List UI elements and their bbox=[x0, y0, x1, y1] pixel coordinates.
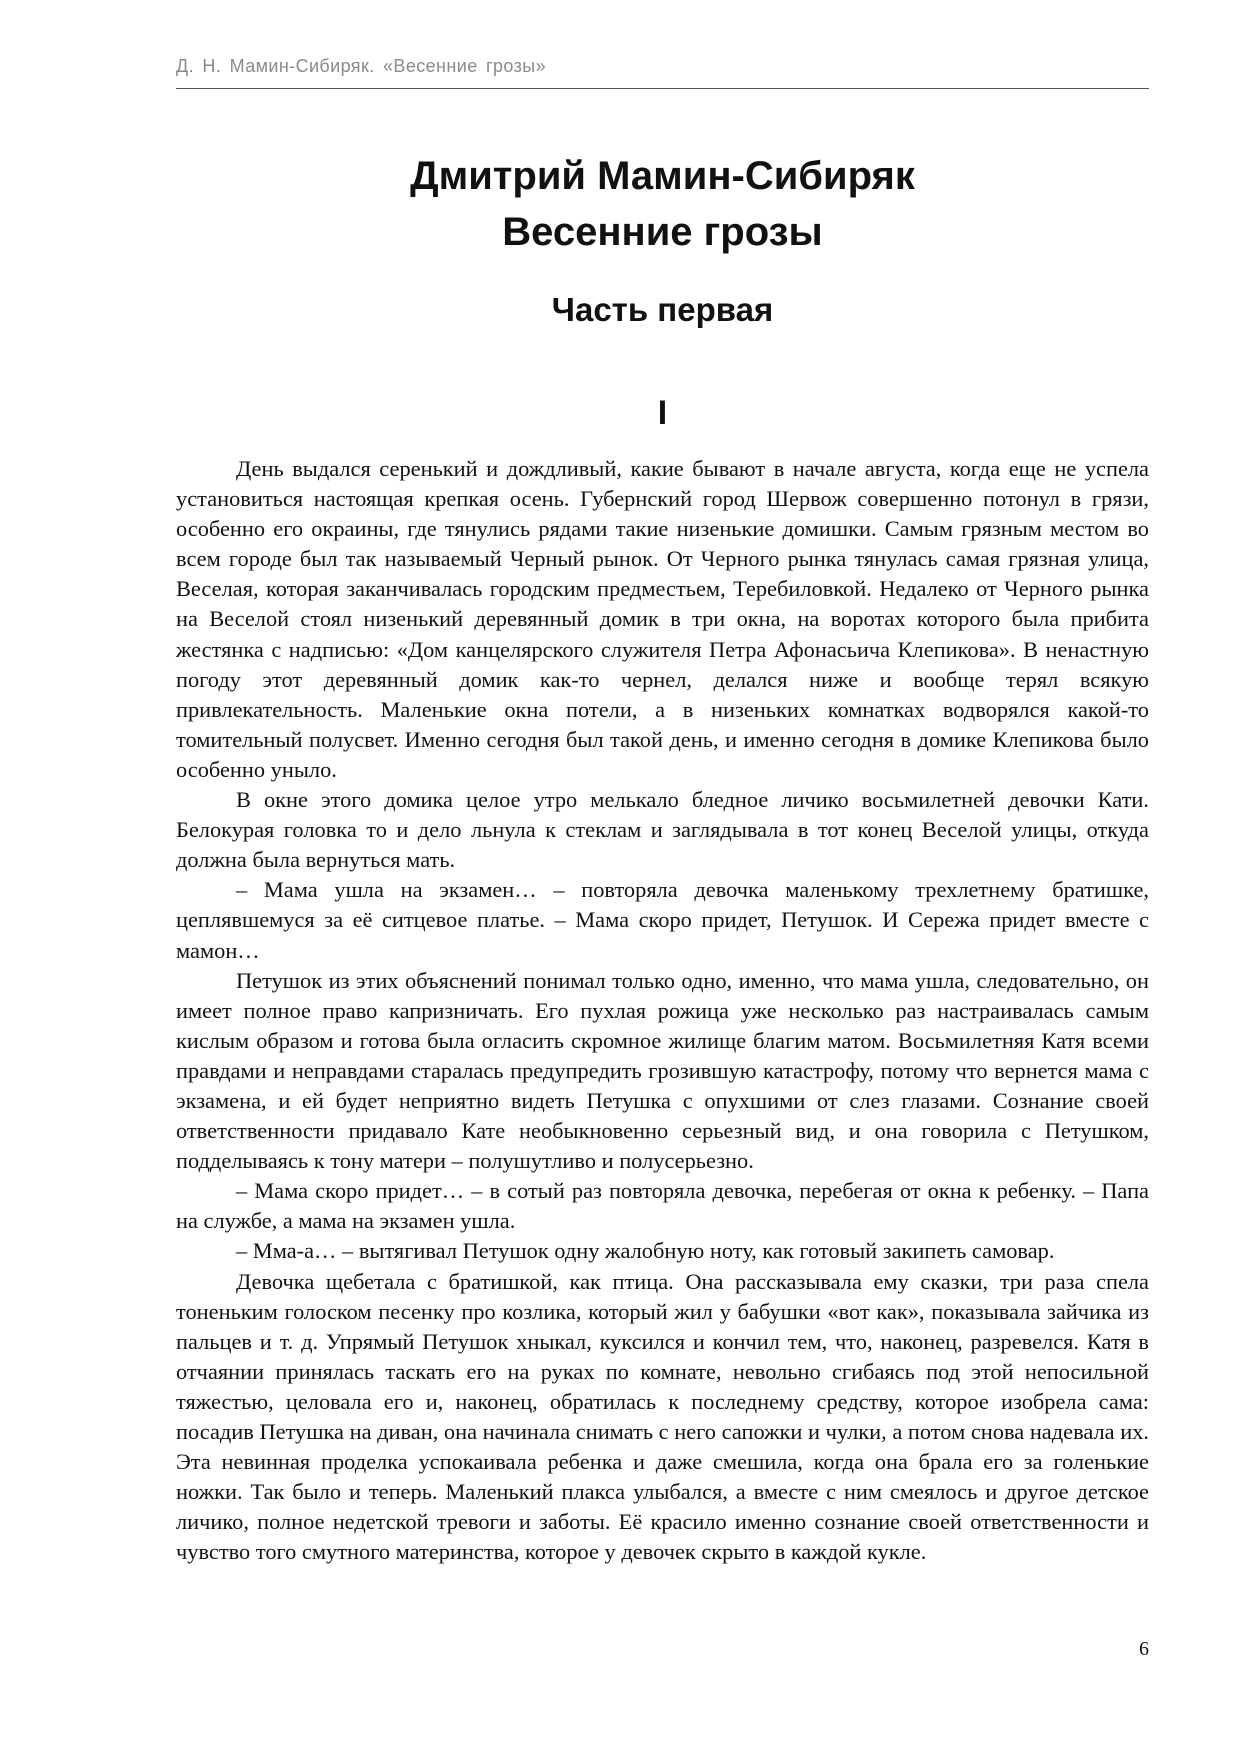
paragraph: – Мама ушла на экзамен… – повторяла девочка маленькому трехлетнему братишке, цеплявшемуся за её ситцевое платье. – Мама скоро придет, Петушок. И Сережа придет вместе с мамон… bbox=[176, 877, 1149, 963]
chapter-body bbox=[176, 454, 1149, 1567]
paragraph: – Мма-а… – вытягивал Петушок одну жалобную ноту, как готовый закипеть самовар. bbox=[236, 1238, 1055, 1264]
work-title: Весенние грозы bbox=[502, 210, 823, 254]
chapter-number: I bbox=[657, 394, 668, 432]
page-number: 6 bbox=[1139, 1638, 1149, 1660]
paragraph: Девочка щебетала с братишкой, как птица. Она рассказывала ему сказки, три раза спела тоненьким голоском песенку про козлика, который жил у бабушки «вот как», показывала зайчика из пальцев и т. д. Упрямый Петушок хныкал, куксился и кончил тем, что, наконец, разревелся. Катя в отчаянии принялась таскать его на руках по комнате, невольно сгибаясь под этой непосильной тяжестью, целовала его и, наконец, обратилась к последнему средству, которое изобрела сама: посадив Петушка на диван, она начинала снимать с него сапожки и чулки, а потом снова надевала их. Эта невинная проделка успокаивала ребенка и даже смешила, когда она брала его за голенькие ножки. Так было и теперь. Маленький плакса улыбался, а вместе с ним смеялось и другое детское личико, полное недетской тревоги и заботы. Её красило именно сознание своей ответственности и чувство того смутного материнства, которое у девочек скрыто в каждой кукле. bbox=[176, 1268, 1149, 1565]
paragraph: Петушок из этих объяснений понимал только одно, именно, что мама ушла, следовательно, он имеет полное право капризничать. Его пухлая рожица уже несколько раз настраивалась самым кислым образом и готова была огласить скромное жилище благим матом. Восьмилетняя Катя всеми правдами и неправдами старалась предупредить грозившую катастрофу, потому что вернется мама с экзамена, и ей будет неприятно видеть Петушка с опухшими от слез глазами. Сознание своей ответственности придавало Кате необыкновенно серьезный вид, и она говорила с Петушком, подделываясь к тону матери – полушутливо и полусерьезно. bbox=[176, 967, 1149, 1174]
paragraph: День выдался серенький и дождливый, какие бывают в начале августа, когда еще не успела установиться настоящая крепкая осень. Губернский город Шервож совершенно потонул в грязи, особенно его окраины, где тянулись рядами такие низенькие домишки. Самым грязным местом во всем городе был так называемый Черный рынок. От Черного рынка тянулась самая грязная улица, Веселая, которая заканчивалась городским предместьем, Теребиловкой. Недалеко от Черного рынка на Веселой стоял низенький деревянный домик в три окна, на воротах которого была прибита жестянка с надписью: «Дом канцелярского служителя Петра Афонасьича Клепикова». В ненастную погоду этот деревянный домик как-то чернел, делался ниже и вообще терял всякую привлекательность. Маленькие окна потели, а в низеньких комнатках водворялся какой-то томительный полусвет. Именно сегодня был такой день, и именно сегодня в домике Клепикова было особенно уныло. bbox=[176, 456, 1149, 782]
header-divider bbox=[176, 88, 1149, 89]
paragraph: – Мама скоро придет… – в сотый раз повторяла девочка, перебегая от окна к ребенку. – Папа на службе, а мама на экзамен ушла. bbox=[176, 1178, 1149, 1234]
book-title bbox=[176, 148, 1149, 260]
author-name: Дмитрий Мамин-Сибиряк bbox=[410, 154, 915, 198]
part-heading: Часть первая bbox=[551, 291, 774, 328]
paragraph: В окне этого домика целое утро мелькало бледное личико восьмилетней девочки Кати. Белокурая головка то и дело льнула к стеклам и заглядывала в тот конец Веселой улицы, откуда должна была вернуться мать. bbox=[176, 787, 1149, 873]
running-header: Д. Н. Мамин-Сибиряк. «Весенние грозы» bbox=[176, 56, 546, 76]
